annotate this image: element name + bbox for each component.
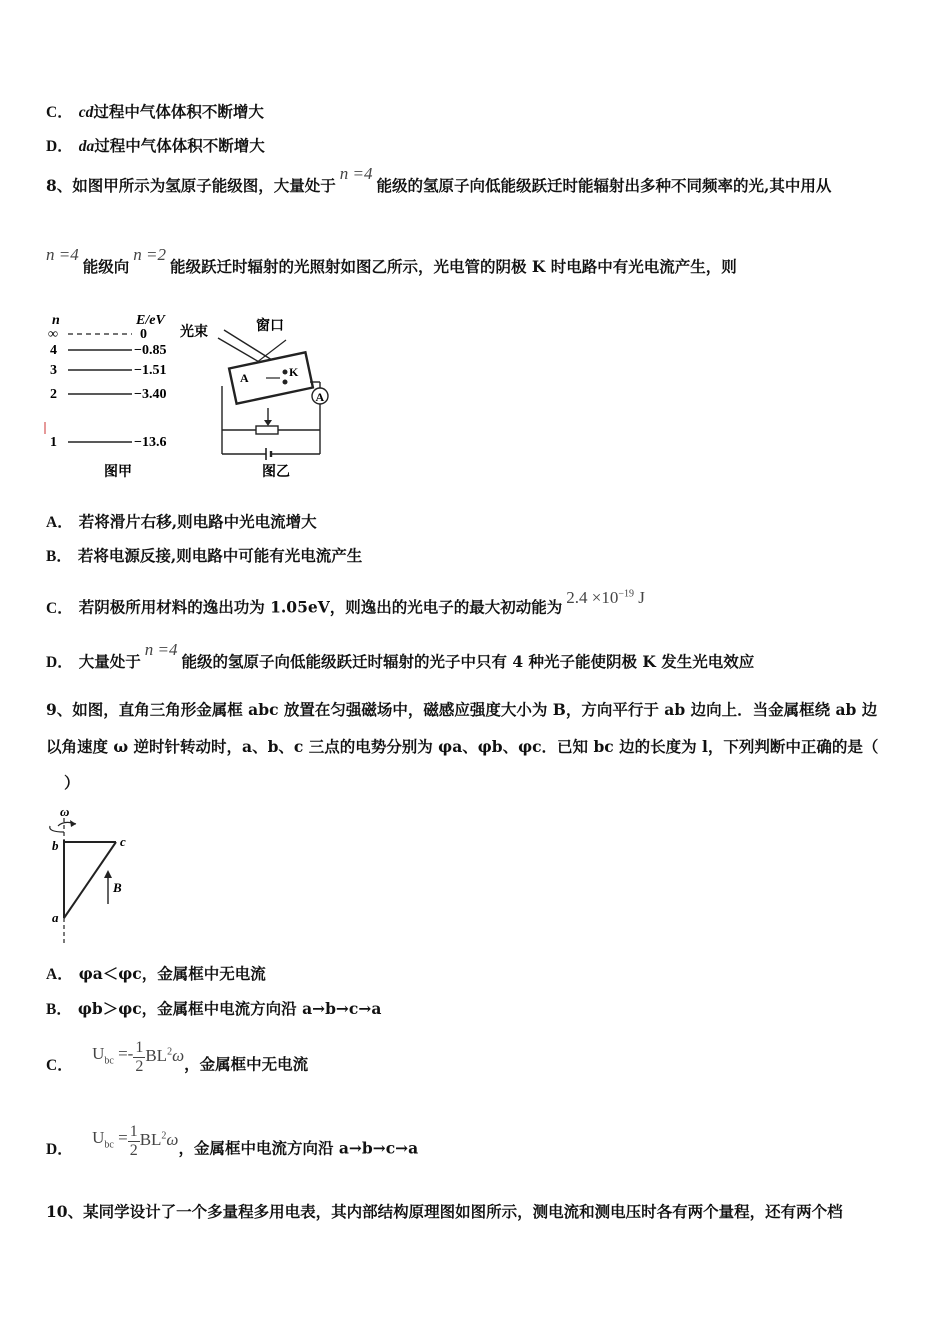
q9-option-b: B． φb＞φc，金属框中电流方向沿 a→b→c→a bbox=[46, 999, 382, 1018]
q8-option-b: B． 若将电源反接,则电路中可能有光电流产生 bbox=[46, 546, 363, 565]
fraction-half: $\frac{1}{2}$ bbox=[129, 1123, 138, 1160]
level-1 bbox=[50, 435, 166, 450]
q8-figure bbox=[40, 308, 340, 486]
q9-stem-line1: 9、如图，直角三角形金属框 abc 放置在匀强磁场中，磁感应强度大小为 B，方向平行于 ab 边向上．当金属框绕 ab 边 bbox=[46, 700, 878, 719]
n-header: n bbox=[52, 313, 60, 328]
energy-value: $2.4 \times 10^{-19}$ J bbox=[566, 587, 645, 607]
svg-text:A: A bbox=[240, 371, 249, 385]
beam-label: 光束 bbox=[180, 325, 208, 340]
level-inf bbox=[48, 327, 147, 342]
svg-text:−13.6: −13.6 bbox=[134, 435, 167, 450]
svg-text:−3.40: −3.40 bbox=[134, 387, 167, 402]
q8-option-a: A． 若将滑片右移,则电路中光电流增大 bbox=[46, 512, 317, 531]
omega-label: ω bbox=[60, 804, 70, 819]
energy-header: E/eV bbox=[136, 313, 165, 328]
field-label: B bbox=[113, 880, 122, 895]
q9-figure bbox=[40, 800, 140, 948]
vertex-b: b bbox=[52, 838, 59, 853]
n-equals-4: n =4 bbox=[339, 164, 373, 183]
svg-text:−0.85: −0.85 bbox=[134, 343, 167, 358]
svg-text:2: 2 bbox=[50, 387, 57, 402]
svg-text:∞: ∞ bbox=[48, 327, 58, 342]
svg-text:A: A bbox=[315, 390, 325, 404]
q8-option-c: C． 若阴极所用材料的逸出功为 1.05eV，则逸出的光电子的最大初动能为$2.4 \times 10^{-19}$ J bbox=[46, 587, 645, 617]
q7-option-c: C． cd过程中气体体积不断增大 bbox=[46, 102, 264, 121]
svg-text:3: 3 bbox=[50, 363, 57, 378]
fraction-half: $\frac{1}{2}$ bbox=[135, 1039, 144, 1076]
window-label: 窗口 bbox=[256, 319, 284, 334]
svg-text:0: 0 bbox=[140, 327, 147, 342]
q9-stem-line3: ） bbox=[64, 773, 80, 792]
phototube-circuit bbox=[180, 317, 328, 480]
vertex-a: a bbox=[52, 910, 59, 925]
q7-option-d: D． da过程中气体体积不断增大 bbox=[46, 136, 265, 155]
q10-stem-line1: 10、某同学设计了一个多量程多用电表，其内部结构原理图如图所示，测电流和测电压时各有两个量程，还有两个档 bbox=[46, 1202, 843, 1221]
energy-level-diagram bbox=[45, 313, 166, 480]
q8-stem-line1: 8、如图甲所示为氢原子能级图，大量处于n =4能级的氢原子向低能级跃迁时能辐射出多种不同频率的光,其中用从 bbox=[46, 164, 832, 195]
level-2 bbox=[50, 387, 166, 402]
vertex-c: c bbox=[120, 834, 126, 849]
q9-stem-line2: 以角速度 ω 逆时针转动时，a、b、c 三点的电势分别为 φa、φb、φc．已知 bc 边的长度为 l，下列判断中正确的是（ bbox=[46, 737, 879, 756]
svg-text:1: 1 bbox=[50, 435, 57, 450]
rheostat bbox=[256, 426, 278, 434]
caption-right: 图乙 bbox=[262, 465, 290, 480]
level-4 bbox=[50, 343, 166, 358]
q9-option-c: C． $U_{bc}$ =- $\frac{1}{2}$ $BL^2\omega$，金属框中无电流 bbox=[46, 1039, 309, 1076]
svg-text:K: K bbox=[289, 365, 299, 379]
q8-option-d: D． 大量处于n =4能级的氢原子向低能级跃迁时辐射的光子中只有 4 种光子能使阴极 K 发生光电效应 bbox=[46, 640, 755, 671]
q9-option-d: D． $U_{bc}$ = $\frac{1}{2}$ $BL^2\omega$，金属框中电流方向沿 a→b→c→a bbox=[46, 1123, 419, 1160]
q8-stem-line2: n =4能级向n =2能级跃迁时辐射的光照射如图乙所示，光电管的阴极 K 时电路中有光电流产生，则 bbox=[46, 245, 737, 276]
caption-left: 图甲 bbox=[104, 465, 132, 480]
level-3 bbox=[50, 363, 166, 378]
svg-text:4: 4 bbox=[50, 343, 57, 358]
svg-text:−1.51: −1.51 bbox=[134, 363, 167, 378]
u-bc-expr: $U_{bc}$ =- bbox=[92, 1044, 134, 1067]
q9-option-a: A． φa＜φc，金属框中无电流 bbox=[46, 964, 266, 983]
